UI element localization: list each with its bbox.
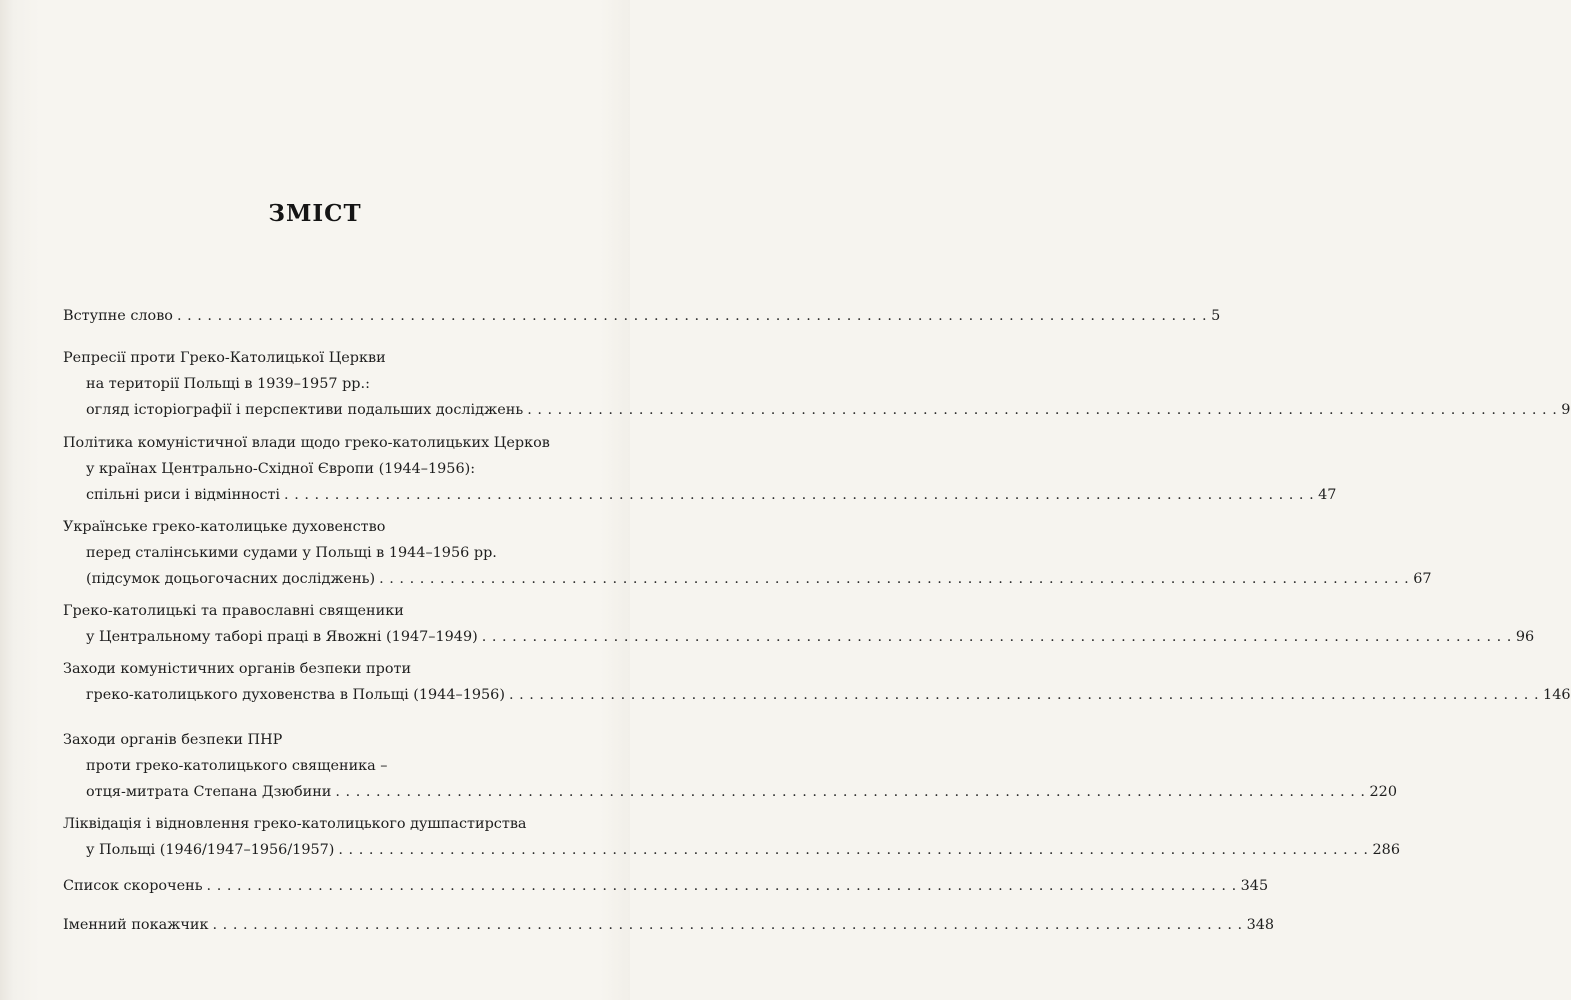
toc-entry-title: огляд історіографії і перспективи подальших досліджень — [86, 402, 524, 418]
page-number: 9 — [1561, 402, 1571, 418]
toc-entry-line: Заходи органів безпеки ПНР — [63, 732, 283, 748]
toc-entry-line: перед сталінськими судами у Польщі в 1944–1956 рр. — [86, 545, 497, 561]
toc-entry-title: отця-митрата Степана Дзюбини — [86, 784, 332, 800]
page-number: 96 — [1515, 629, 1535, 645]
toc-entry-line: Українське греко-католицьке духовенство — [63, 519, 386, 535]
toc-entry-line — [63, 397, 1571, 423]
page-number: 67 — [1413, 571, 1432, 587]
page-number: 5 — [1211, 308, 1221, 324]
toc-entry-title: Іменний покажчик — [63, 917, 209, 933]
toc-entry-line — [63, 482, 1337, 508]
page-number: 146 — [1543, 687, 1571, 703]
toc-entry-title: Вступне слово — [63, 308, 173, 324]
toc-entry-title: греко-католицького духовенства в Польщі (1944–1956) — [86, 687, 505, 703]
toc-entry-line: на території Польщі в 1939–1957 рр.: — [86, 376, 370, 392]
toc-entry — [63, 656, 1571, 708]
toc-entry-title: спільні риси і відмінності — [86, 487, 281, 503]
toc-entry-line: Греко-католицькі та православні священики — [63, 603, 404, 619]
page-title: ЗМІСТ — [268, 200, 362, 227]
dot-leader: . . . . . . . . . . . . . . . . . . . . . . . . . . . . . . . . . . . . . . . . . . . . . . . . . . . . . . . . . . . . . . . . . . . . . . . . . . . . . . . . . . . . . . . . . . . . . . . . . . . . . . — [335, 784, 1366, 800]
toc-entry-line — [63, 912, 1275, 938]
toc-entry-line: проти греко-католицького священика – — [86, 758, 388, 774]
toc-entry-line — [63, 873, 1269, 899]
dot-leader: . . . . . . . . . . . . . . . . . . . . . . . . . . . . . . . . . . . . . . . . . . . . . . . . . . . . . . . . . . . . . . . . . . . . . . . . . . . . . . . . . . . . . . . . . . . . . . . . . . . . . . — [527, 402, 1558, 418]
toc-entry-title: (підсумок доцьогочасних досліджень) — [86, 571, 376, 587]
page-number: 286 — [1372, 842, 1400, 858]
toc-entry-line: Політика комуністичної влади щодо греко-католицьких Церков — [63, 435, 550, 451]
page-number: 47 — [1318, 487, 1337, 503]
toc-entry — [63, 727, 1397, 805]
dot-leader: . . . . . . . . . . . . . . . . . . . . . . . . . . . . . . . . . . . . . . . . . . . . . . . . . . . . . . . . . . . . . . . . . . . . . . . . . . . . . . . . . . . . . . . . . . . . . . . . . . . . . . — [338, 842, 1369, 858]
page-number: 345 — [1240, 878, 1269, 894]
toc-entry — [63, 345, 1571, 423]
dot-leader: . . . . . . . . . . . . . . . . . . . . . . . . . . . . . . . . . . . . . . . . . . . . . . . . . . . . . . . . . . . . . . . . . . . . . . . . . . . . . . . . . . . . . . . . . . . . . . . . . . . . . . — [212, 917, 1243, 933]
toc-entry-line: Ліквідація і відновлення греко-католицького душпастирства — [63, 816, 527, 832]
toc-entry — [63, 811, 1400, 863]
toc-entry — [63, 430, 1337, 508]
page-number: 220 — [1369, 784, 1397, 800]
dot-leader: . . . . . . . . . . . . . . . . . . . . . . . . . . . . . . . . . . . . . . . . . . . . . . . . . . . . . . . . . . . . . . . . . . . . . . . . . . . . . . . . . . . . . . . . . . . . . . . . . . . . . . — [176, 308, 1208, 324]
dot-leader: . . . . . . . . . . . . . . . . . . . . . . . . . . . . . . . . . . . . . . . . . . . . . . . . . . . . . . . . . . . . . . . . . . . . . . . . . . . . . . . . . . . . . . . . . . . . . . . . . . . . . . — [284, 487, 1315, 503]
toc-entry-line: Заходи комуністичних органів безпеки проти — [63, 661, 412, 677]
dot-leader: . . . . . . . . . . . . . . . . . . . . . . . . . . . . . . . . . . . . . . . . . . . . . . . . . . . . . . . . . . . . . . . . . . . . . . . . . . . . . . . . . . . . . . . . . . . . . . . . . . . . . . — [508, 687, 1540, 703]
toc-entry-line: Репресії проти Греко-Католицької Церкви — [63, 350, 386, 366]
dot-leader: . . . . . . . . . . . . . . . . . . . . . . . . . . . . . . . . . . . . . . . . . . . . . . . . . . . . . . . . . . . . . . . . . . . . . . . . . . . . . . . . . . . . . . . . . . . . . . . . . . . . . . — [206, 878, 1237, 894]
toc-entry — [63, 303, 1221, 329]
toc-entry-line — [63, 779, 1397, 805]
toc-entry-line — [63, 303, 1221, 329]
toc-entry-line — [63, 624, 1535, 650]
toc-entry-title: у Центральному таборі праці в Явожні (1947–1949) — [86, 629, 478, 645]
toc-entry-title: Список скорочень — [63, 878, 203, 894]
toc-entry-line: у країнах Центрально-Східної Європи (1944–1956): — [86, 461, 476, 477]
toc-entry — [63, 912, 1275, 938]
toc-entry — [63, 514, 1432, 592]
toc-entry — [63, 873, 1269, 899]
dot-leader: . . . . . . . . . . . . . . . . . . . . . . . . . . . . . . . . . . . . . . . . . . . . . . . . . . . . . . . . . . . . . . . . . . . . . . . . . . . . . . . . . . . . . . . . . . . . . . . . . . . . . . — [481, 629, 1512, 645]
toc-entry — [63, 598, 1535, 650]
toc-entry-line — [63, 837, 1400, 863]
page-number: 348 — [1246, 917, 1275, 933]
toc-entry-line — [63, 566, 1432, 592]
toc-entry-line — [63, 682, 1571, 708]
dot-leader: . . . . . . . . . . . . . . . . . . . . . . . . . . . . . . . . . . . . . . . . . . . . . . . . . . . . . . . . . . . . . . . . . . . . . . . . . . . . . . . . . . . . . . . . . . . . . . . . . . . . . . — [379, 571, 1410, 587]
toc-entry-title: у Польщі (1946/1947–1956/1957) — [86, 842, 335, 858]
